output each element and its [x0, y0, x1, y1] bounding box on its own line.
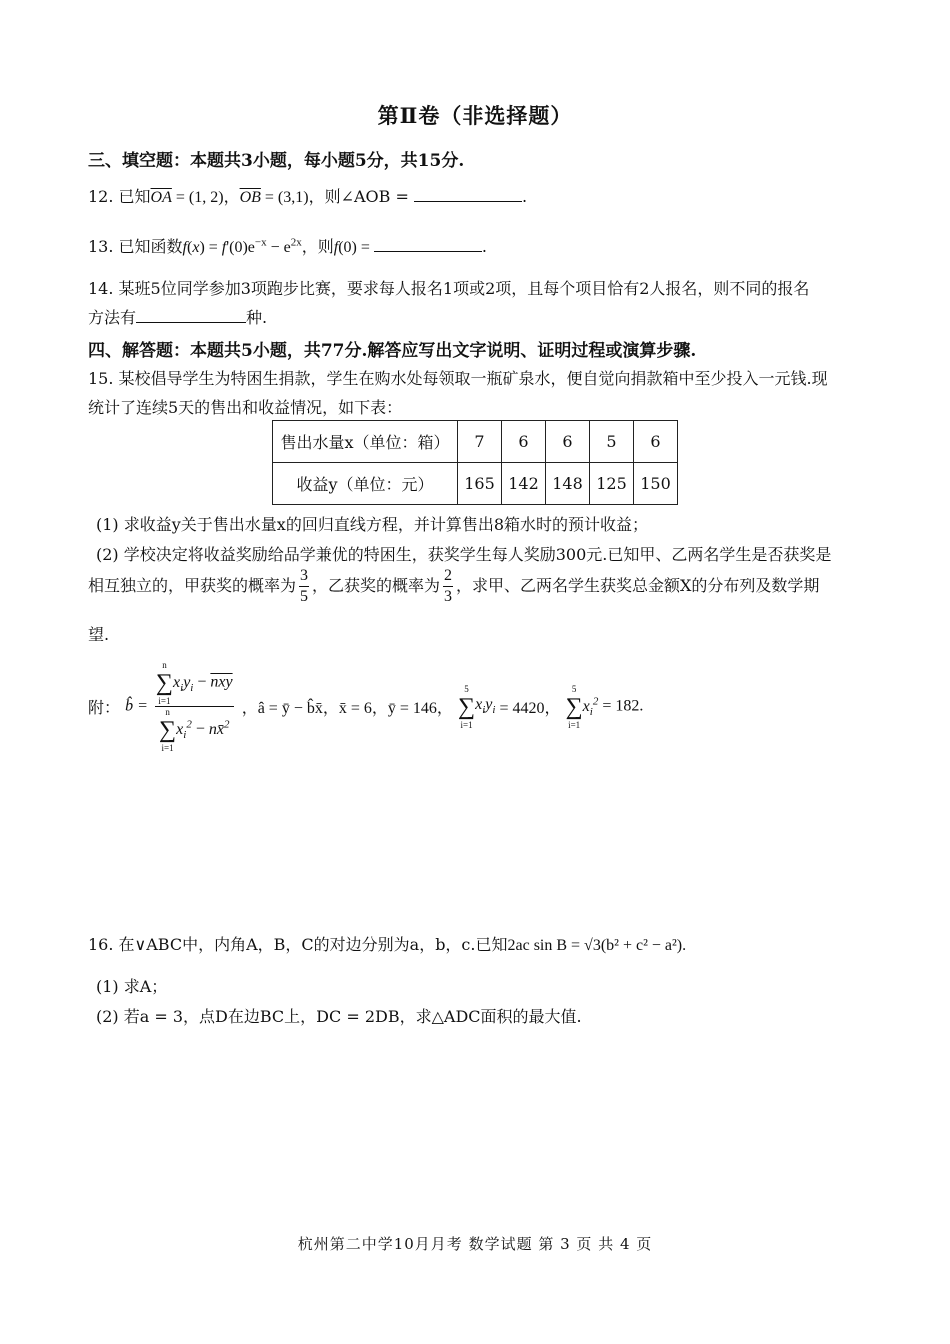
table-cell: 165	[458, 463, 502, 505]
question-15-part1: (1) 求收益y关于售出水量x的回归直线方程，并计算售出8箱水时的预计收益；	[96, 515, 648, 534]
question-15-part2-line1: (2) 学校决定将收益奖励给品学兼优的特困生，获奖学生每人奖励300元.已知甲、乙两名学生是否获奖是	[96, 545, 832, 564]
table-header-cell: 售出水量x（单位：箱）	[273, 421, 458, 463]
answer-blank[interactable]	[136, 308, 246, 323]
question-14-line1: 14. 某班5位同学参加3项跑步比赛，要求每人报名1项或2项，且每个项目恰有2人报名，则不同的报名	[88, 279, 810, 298]
table-cell: 150	[634, 463, 678, 505]
fraction: $\frac{3}{5}$	[300, 567, 309, 605]
table-cell: 148	[546, 463, 590, 505]
question-15-part2-line3: 望.	[88, 625, 110, 644]
question-12: 12. 已知$\overline{OA} = (1$, 2)，$\overline{OB} = (3,1)$，则∠AOB = .	[88, 187, 528, 206]
page-footer: 杭州第二中学10月月考 数学试题 第 3 页 共 4 页	[297, 1235, 653, 1253]
table-cell: 142	[502, 463, 546, 505]
question-16-part2: (2) 若a = 3，点D在边BC上，DC = 2DB，求△ADC面积的最大值.	[96, 1007, 582, 1026]
answer-blank[interactable]	[374, 237, 482, 252]
section-answer: 四、解答题：本题共5小题，共77分.解答应写出文字说明、证明过程或演算步骤.	[88, 341, 697, 361]
page-title: 第Ⅱ卷（非选择题）	[377, 103, 573, 128]
sales-table	[272, 420, 678, 505]
question-16-part1: (1) 求A；	[96, 977, 168, 996]
regression-fraction: n ∑ i=1 $x_iy_i - \overline{nxy}$ n ∑ i=1 $x_i^2$ − nx̄$^2$	[155, 660, 233, 753]
table-cell: 6	[502, 421, 546, 463]
table-header-cell: 收益y（单位：元）	[273, 463, 458, 505]
fraction: $\frac{2}{3}$	[444, 567, 453, 605]
question-15-line2: 统计了连续5天的售出和收益情况，如下表：	[88, 398, 403, 417]
question-14-line2: 方法有 种.	[88, 308, 268, 327]
formula-appendix: 附： b̂ = n ∑ i=1 $x_iy_i - \overline{nxy}$ n ∑ i=1 $x_i^2$ − nx̄$^2$ ，â = ȳ − b̂x̄，x̄ = 6，ȳ = 146， 5 ∑ i=1 $x_iy_i = 4420$， 5 ∑ i=1 $x_i^2 = 182$.	[88, 660, 644, 753]
question-16-line1: 16. 在∨ABC中，内角A，B，C的对边分别为a，b，c.已知2ac sin B = √3(b² + c² − a²).	[88, 935, 687, 954]
table-cell: 7	[458, 421, 502, 463]
section-fill-in: 三、填空题：本题共3小题，每小题5分，共15分.	[88, 151, 465, 171]
table-row	[273, 421, 678, 463]
answer-blank[interactable]	[414, 187, 522, 202]
question-15-line1: 15. 某校倡导学生为特困生捐款，学生在购水处每领取一瓶矿泉水，便自觉向捐款箱中至少投入一元钱.现	[88, 369, 828, 388]
table-cell: 6	[634, 421, 678, 463]
table-cell: 125	[590, 463, 634, 505]
table-cell: 6	[546, 421, 590, 463]
table-row	[273, 463, 678, 505]
question-13: 13. 已知函数$f(x) = f'(0)e^{-x} - e^{2x}$，则f(0) = .	[88, 236, 487, 256]
question-15-part2-line2: 相互独立的，甲获奖的概率为 $\frac{3}{5}$ ，乙获奖的概率为 $\frac{2}{3}$ ，求甲、乙两名学生获奖总金额X的分布列及数学期	[88, 567, 820, 605]
table-cell: 5	[590, 421, 634, 463]
